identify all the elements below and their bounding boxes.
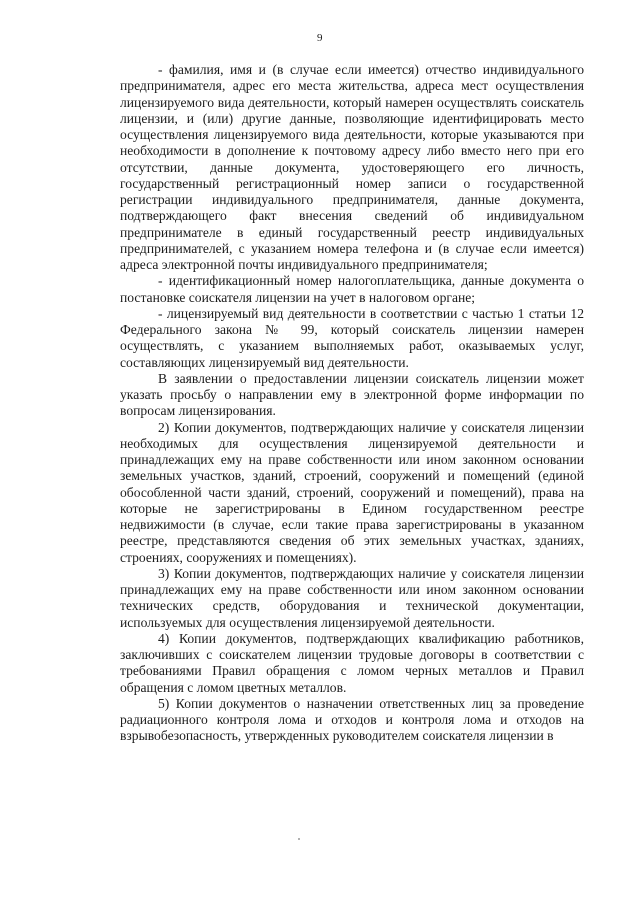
paragraph-item-2-land-buildings: 2) Копии документов, подтверждающих наличие у соискателя лицензии необходимых для осуществления лицензируемой деятельности и принадлежащих ему на праве собственности или ином законном основании земельных участков, зданий, строений, сооружений и помещений (единой обособленной части зданий, строений, сооружений и помещений), права на которые не зарегистрированы в Едином государственном реестре недвижимости (в случае, если такие права зарегистрированы в указанном реестре, представляются сведения об этих земельных участках, зданиях, строениях, сооружениях и помещениях). <box>120 419 584 565</box>
paragraph-item-5-responsible-persons: 5) Копии документов о назначении ответственных лиц за проведение радиационного контроля лома и отходов и контроля лома и отходов на взрывобезопасность, утвержденных руководителем соискателя лицензии в <box>120 695 584 744</box>
paragraph-item-4-qualification: 4) Копии документов, подтверждающих квалификацию работников, заключивших с соискателем лицензии трудовые договоры в соответствии с требованиями Правил обращения с ломом черных металлов и Правил обращения с ломом цветных металлов. <box>120 630 584 695</box>
paragraph-taxpayer-id: - идентификационный номер налогоплательщика, данные документа о постановке соискателя лицензии на учет в налоговом органе; <box>120 273 584 305</box>
scan-speck <box>298 838 300 840</box>
paragraph-entrepreneur-details: - фамилия, имя и (в случае если имеется) отчество индивидуального предпринимателя, адрес его места жительства, адреса мест осуществления лицензируемого вида деятельности, который намерен осуществлять соискатель лицензии, и (или) другие данные, позволяющие идентифицировать место осуществления лицензируемого вида деятельности, которые указываются при необходимости в дополнение к почтовому адресу либо вместо него при его отсутствии, данные документа, удостоверяющего его личность, государственный регистрационный номер записи о государственной регистрации индивидуального предпринимателя, данные документа, подтверждающего факт внесения сведений об индивидуальном предпринимателе в единый государственный реестр индивидуальных предпринимателей, с указанием номера телефона и (в случае если имеется) адреса электронной почты индивидуального предпринимателя; <box>120 62 584 272</box>
paragraph-electronic-info-request: В заявлении о предоставлении лицензии соискатель лицензии может указать просьбу о направлении ему в электронной форме информации по вопросам лицензирования. <box>120 370 584 419</box>
page-number: 9 <box>317 32 323 44</box>
document-body <box>120 62 584 745</box>
paragraph-licensed-activity: - лицензируемый вид деятельности в соответствии с частью 1 статьи 12 Федерального закона № 99, который соискатель лицензии намерен осуществлять, с указанием выполняемых работ, оказываемых услуг, составляющих лицензируемый вид деятельности. <box>120 305 584 370</box>
paragraph-item-3-technical-means: 3) Копии документов, подтверждающих наличие у соискателя лицензии принадлежащих ему на праве собственности или ином законном основании технических средств, оборудования и технической документации, используемых для осуществления лицензируемой деятельности. <box>120 565 584 630</box>
